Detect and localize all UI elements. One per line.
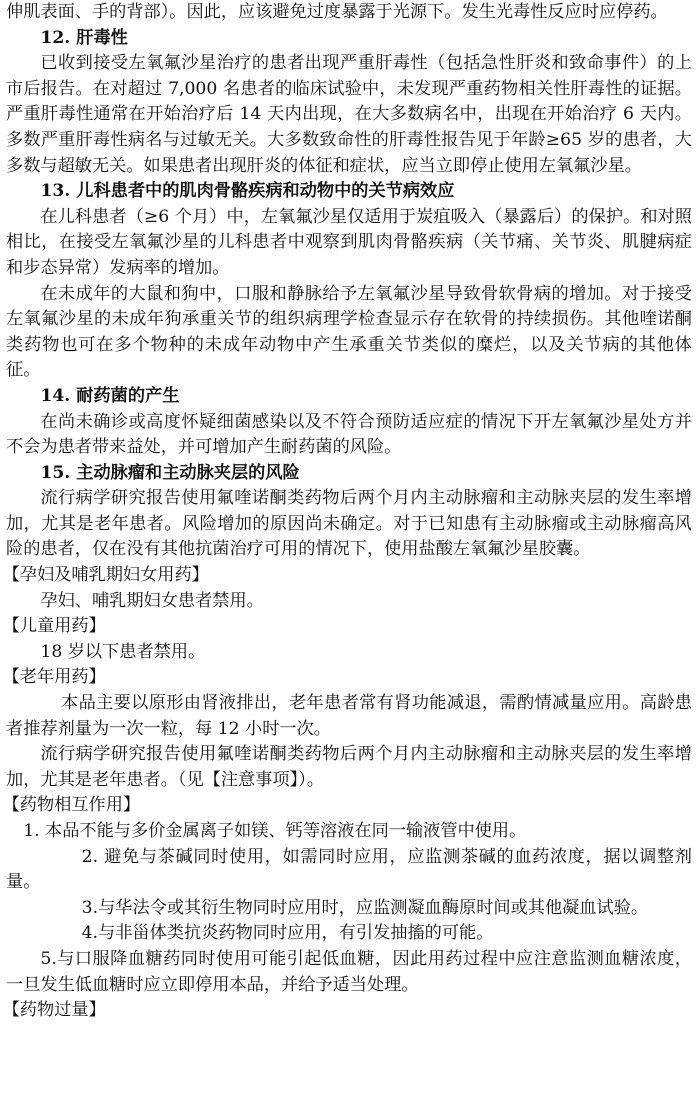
interaction-item-1: 1. 本品不能与多价金属离子如镁、钙等溶液在同一输液管中使用。: [23, 821, 527, 841]
heading-resistant-bacteria: 14. 耐药菌的产生: [40, 385, 180, 406]
paragraph-resistant-bacteria: 在尚未确诊或高度怀疑细菌感染以及不符合预防适应症的情况下开左氧氟沙星处方并不会为患者带来益处，并可增加产生耐药菌的风险。: [6, 411, 692, 458]
paragraph-elderly-dosing: 本品主要以原形由肾液排出，老年患者常有肾功能减退，需酌情减量应用。高龄患者推荐剂量为一次一粒，每 12 小时一次。: [6, 693, 692, 739]
paragraph-children: 18 岁以下患者禁用。: [40, 641, 206, 662]
heading-musculoskeletal: 13. 儿科患者中的肌肉骨骼疾病和动物中的关节病效应: [40, 181, 455, 202]
interaction-item-4: 4.与非甾体类抗炎药物同时应用，有引发抽搐的可能。: [81, 923, 494, 944]
paragraph-hepatotoxicity: 已收到接受左氧氟沙星治疗的患者出现严重肝毒性（包括急性肝炎和致命事件）的上市后报告。在对超过 7,000 名患者的临床试验中，未发现严重药物相关性肝毒性的证据。严重肝毒性通常在开始治疗后 14 天内出现，在大多数病名中，出现在开始治疗 6 天内。多数严重肝毒性病名与过敏无关。大多数致命性的肝毒性报告见于年龄≥65 岁的患者，大多数与超敏无关。如果患者出现肝炎的体征和症状，应当立即停止使用左氧氟沙星。: [6, 53, 692, 176]
section-overdose: 【药物过量】: [2, 1000, 106, 1021]
paragraph-aortic-aneurysm: 流行病学研究报告使用氟喹诺酮类药物后两个月内主动脉瘤和主动脉夹层的发生率增加，尤其是老年患者。风险增加的原因尚未确定。对于已知患有主动脉瘤或主动脉瘤高风险的患者，仅在没有其他抗菌治疗可用的情况下，使用盐酸左氧氟沙星胶囊。: [6, 488, 692, 560]
section-children: 【儿童用药】: [2, 616, 106, 637]
interaction-item-5: 5.与口服降血糖药同时使用可能引起低血糖，因此用药过程中应注意监测血糖浓度，一旦发生低血糖时应立即停用本品，并给予适当处理。: [6, 948, 692, 995]
section-elderly: 【老年用药】: [2, 667, 106, 688]
section-interactions: 【药物相互作用】: [2, 795, 141, 816]
paragraph-photosensitivity-end: 伸肌表面、手的背部）。因此，应该避免过度暴露于光源下。发生光毒性反应时应停药。: [6, 2, 668, 22]
paragraph-musculoskeletal-animal: 在未成年的大鼠和狗中，口服和静脉给予左氧氟沙星导致骨软骨病的增加。对于接受左氧氟沙星的未成年狗承重关节的组织病理学检查显示存在软骨的持续损伤。其他喹诺酮类药物也可在多个物种的未成年动物中产生承重关节类似的糜烂，以及关节病的其他体征。: [6, 283, 692, 381]
paragraph-musculoskeletal-pediatric: 在儿科患者（≥6 个月）中，左氧氟沙星仅适用于炭疽吸入（暴露后）的保护。和对照相比，在接受左氧氟沙星的儿科患者中观察到肌肉骨骼疾病（关节痛、关节炎、肌腱病症和步态异常）发病率的增加。: [6, 206, 692, 278]
paragraph-pregnancy: 孕妇、哺乳期妇女患者禁用。: [40, 590, 264, 611]
section-pregnancy: 【孕妇及哺乳期妇女用药】: [2, 565, 209, 586]
interaction-item-3: 3.与华法令或其衍生物同时应用时，应监测凝血酶原时间或其他凝血试验。: [81, 897, 649, 918]
heading-aortic-aneurysm: 15. 主动脉瘤和主动脉夹层的风险: [40, 462, 300, 483]
interaction-item-2: 2. 避免与茶碱同时使用，如需同时应用，应监测茶碱的血药浓度，据以调整剂量。: [6, 846, 692, 893]
paragraph-elderly-aortic: 流行病学研究报告使用氟喹诺酮类药物后两个月内主动脉瘤和主动脉夹层的发生率增加，尤其是老年患者。（见【注意事项】）。: [6, 744, 692, 790]
heading-hepatotoxicity: 12. 肝毒性: [40, 27, 128, 48]
